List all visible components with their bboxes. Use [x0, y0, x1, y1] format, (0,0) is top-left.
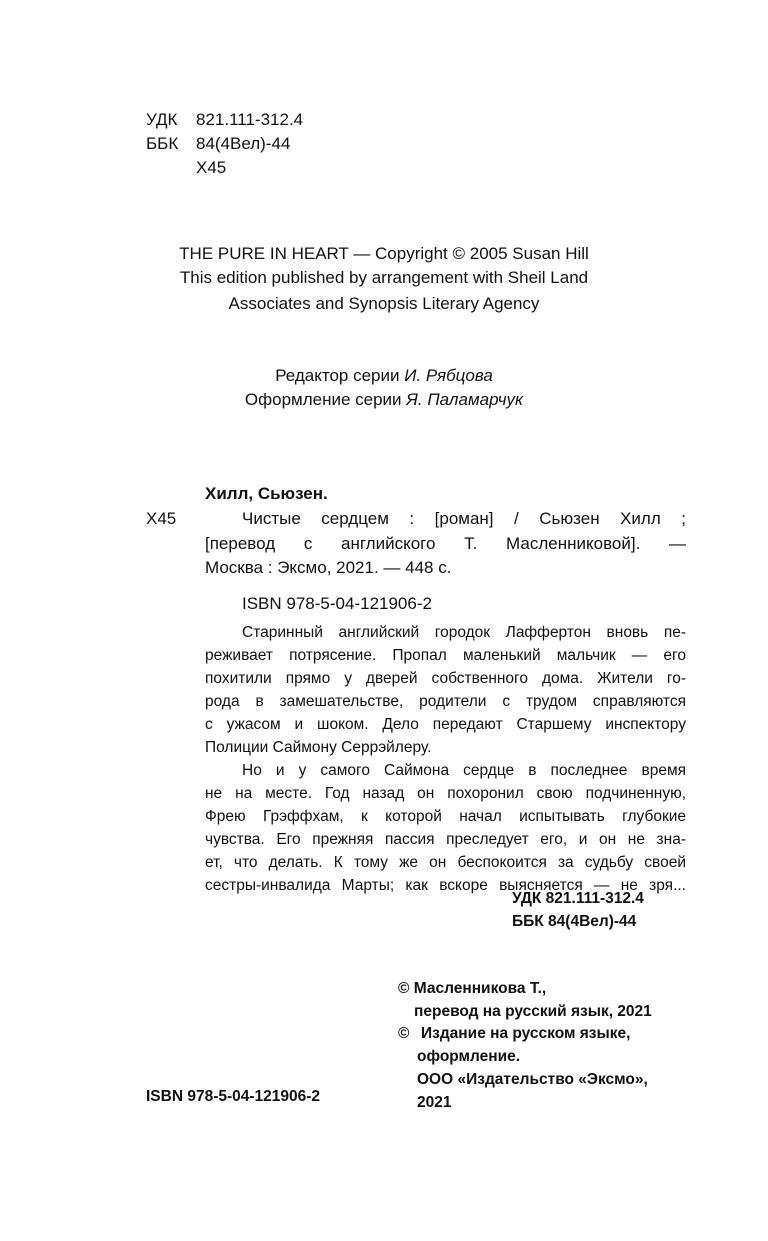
credit-name: И. Рябцова — [404, 366, 493, 385]
copyright-translator: © Масленникова Т., — [398, 980, 547, 997]
annotation-line: Старинный английский городок Лаффертон вновь пе- — [242, 624, 686, 641]
original-copyright-line: This edition published by arrangement with Sheil Land — [179, 268, 589, 287]
annotation-line: Полиции Саймону Серрэйлеру. — [205, 739, 432, 756]
annotation-line: не на месте. Год назад он похоронил свою подчиненную, — [205, 785, 686, 802]
copyright-edition: Издание на русском языке, — [421, 1025, 631, 1042]
annotation-line: чувства. Его прежняя пассия преследует его, и он не зна- — [205, 831, 686, 848]
bbk-value: 84(4Вел)-44 — [196, 134, 291, 153]
original-copyright-line: Associates and Synopsis Literary Agency — [228, 294, 540, 313]
udk-label: УДК — [146, 110, 178, 129]
annotation-line: похитили прямо у дверей собственного дома. Жители го- — [205, 670, 686, 687]
copyright-publisher: ООО «Издательство «Эксмо», — [417, 1071, 648, 1088]
author-mark: Х45 — [196, 158, 227, 177]
credit-role: Редактор серии — [275, 366, 400, 385]
bottom-isbn: ISBN 978-5-04-121906-2 — [146, 1088, 321, 1105]
series-design-credit — [0, 388, 768, 412]
original-copyright-line: THE PURE IN HEART — Copyright © 2005 Susan Hill — [179, 244, 589, 263]
bbk-label: ББК — [146, 134, 179, 153]
udk-value: 821.111-312.4 — [196, 110, 304, 129]
annotation-line: сестры-инвалида Марты; как вскоре выясняется — не зря... — [205, 877, 686, 894]
copyright-translation: перевод на русский язык, 2021 — [414, 1003, 652, 1020]
record-author: Хилл, Сьюзен. — [205, 484, 328, 503]
record-description-line: Чистые сердцем : [роман] / Сьюзен Хилл ; — [242, 509, 686, 528]
annotation-line: рода в замешательстве, родители с трудом справляются — [205, 693, 686, 710]
record-author-mark: Х45 — [146, 509, 177, 528]
record-description-line: Москва : Эксмо, 2021. — 448 с. — [205, 558, 452, 577]
credit-role: Оформление серии — [244, 390, 402, 409]
copyright-year: 2021 — [417, 1094, 452, 1111]
series-editor-credit — [0, 364, 768, 388]
credit-name: Я. Паламарчук — [406, 390, 524, 409]
record-isbn: ISBN 978-5-04-121906-2 — [242, 594, 432, 613]
annotation-line: Но и у самого Саймона сердце в последнее время — [242, 762, 686, 779]
bottom-bbk: ББК 84(4Вел)-44 — [512, 913, 637, 930]
annotation-line: ет, что делать. К тому же он беспокоится за судьбу своей — [205, 854, 686, 871]
copyright-symbol: © — [398, 1025, 410, 1042]
annotation-line: реживает потрясение. Пропал маленький мальчик — его — [205, 647, 686, 664]
annotation-line: с ужасом и шоком. Дело передают Старшему инспектору — [205, 716, 686, 733]
bottom-udk: УДК 821.111-312.4 — [512, 890, 644, 907]
annotation-line: Фрею Грэффхам, к которой начал испытывать глубокие — [205, 808, 686, 825]
record-description-line: [перевод с английского Т. Масленниковой]. — — [205, 534, 686, 553]
copyright-design: оформление. — [417, 1048, 521, 1065]
